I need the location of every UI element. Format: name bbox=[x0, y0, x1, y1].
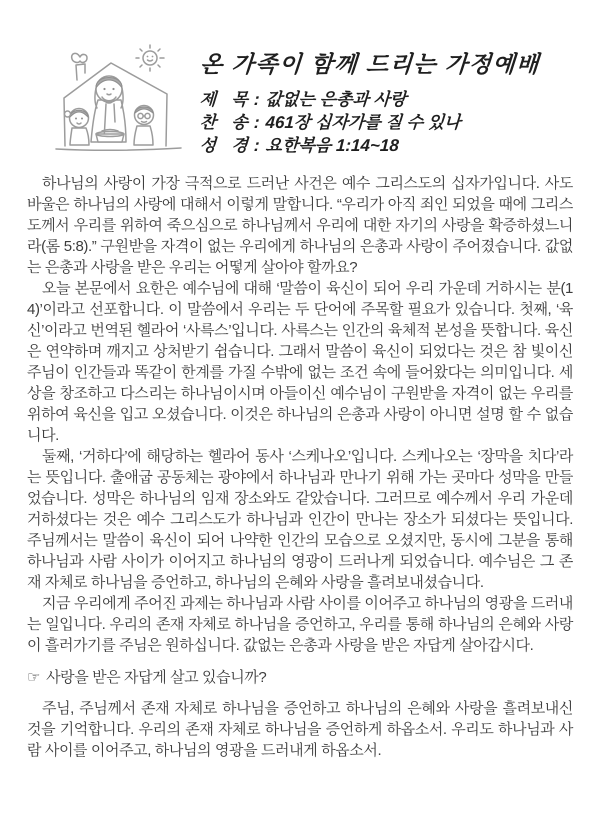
bulletin-header bbox=[27, 42, 573, 165]
info-colon: : bbox=[253, 113, 261, 132]
info-value: 값없는 은총과 사랑 bbox=[265, 90, 407, 109]
info-value: 461장 십자가를 질 수 있나 bbox=[265, 113, 462, 132]
reflection-question bbox=[27, 667, 573, 688]
info-label: 성 경 bbox=[199, 136, 251, 155]
info-line-title bbox=[199, 88, 574, 111]
prayer-paragraph: 주님, 주님께서 존재 자체로 하나님을 증언하고 하나님의 은혜와 사랑을 흘려보내신 것을 기억합니다. 우리의 존재 자체로 하나님을 증언하게 하옵소서. 우리도 하나님과 사람 사이를 이어주고, 하나님의 영광을 드러내게 하옵소서. bbox=[27, 700, 573, 759]
body-paragraph: 하나님의 사랑이 가장 극적으로 드러난 사건은 예수 그리스도의 십자가입니다. 사도 바울은 하나님의 사랑에 대해서 이렇게 말합니다. “우리가 아직 죄인 되었을 때에 그리스도께서 우리를 위하여 죽으심으로 하나님께서 우리에 대한 자기의 사랑을 확증하셨느니라(롬 5:8).” 구원받을 자격이 없는 우리에게 하나님의 은총과 사랑이 주어졌습니다. 값없는 은총과 사랑을 받은 우리는 어떻게 살아야 할까요? bbox=[27, 175, 573, 276]
info-value: 요한복음 1:14~18 bbox=[265, 136, 400, 155]
reflection-question-text: 사랑을 받은 자답게 살고 있습니까? bbox=[46, 669, 267, 686]
body-paragraph: 둘째, ‘거하다’에 해당하는 헬라어 동사 ‘스케나오’입니다. 스케나오는 ‘장막을 치다’라는 뜻입니다. 출애굽 공동체는 광야에서 하나님과 만나기 위해 가는 곳마다 성막을 만들었습니다. 성막은 하나님의 임재 장소와도 같았습니다. 그러므로 예수께서 우리 가운데 거하셨다는 것은 예수 그리스도가 하나님과 인간이 만나는 장소가 되셨다는 뜻입니다. 주님께서는 말씀이 육신이 되어 나약한 인간의 모습으로 오셨지만, 동시에 그분을 통해 하나님과 사람 사이가 이어지고 하나님의 영광이 드러나게 되었습니다. 예수님은 그 존재 자체로 하나님을 증언하고, 하나님의 은혜와 사랑을 흘려보내셨습니다. bbox=[27, 448, 573, 591]
house-family-drawing-icon bbox=[53, 42, 185, 160]
page-title: 온 가족이 함께 드리는 가정예배 bbox=[199, 51, 541, 77]
info-label: 찬 송 bbox=[199, 113, 251, 132]
pointing-hand-icon: ☞ bbox=[27, 669, 41, 686]
body-paragraph: 지금 우리에게 주어진 과제는 하나님과 사람 사이를 이어주고 하나님의 영광을 드러내는 일입니다. 우리의 존재 자체로 하나님을 증언하고, 우리를 통해 하나님의 은혜와 사랑이 흘러가기를 주님은 원하십니다. 값없는 은총과 사랑을 받은 자답게 살아갑시다. bbox=[27, 595, 573, 654]
info-colon: : bbox=[253, 90, 261, 109]
info-colon: : bbox=[253, 136, 261, 155]
body-paragraph: 오늘 본문에서 요한은 예수님에 대해 ‘말씀이 육신이 되어 우리 가운데 거하시는 분(14)’이라고 선포합니다. 이 말씀에서 우리는 두 단어에 주목할 필요가 있습니다. 첫째, ‘육신’이라고 번역된 헬라어 ‘사륵스’입니다. 사륵스는 인간의 육체적 본성을 뜻합니다. 육신은 연약하며 깨지고 상처받기 쉽습니다. 그래서 말씀이 육신이 되었다는 것은 참 빛이신 주님이 인간들과 똑같이 한계를 가질 수밖에 없는 조건 속에 들어왔다는 의미입니다. 세상을 창조하고 다스리는 하나님이시며 아들이신 예수님이 구원받을 자격이 없는 우리를 위하여 육신을 입고 오셨습니다. 이것은 하나님의 은총과 사랑이 아니면 설명 할 수 없습니다. bbox=[27, 280, 573, 444]
jesus-family-house-illustration bbox=[53, 42, 185, 165]
info-line-hymn bbox=[199, 111, 574, 134]
service-info bbox=[199, 88, 573, 157]
sermon-body bbox=[27, 173, 573, 761]
info-label: 제 목 bbox=[199, 90, 251, 109]
header-text-block bbox=[185, 42, 573, 157]
info-line-scripture bbox=[199, 134, 574, 157]
